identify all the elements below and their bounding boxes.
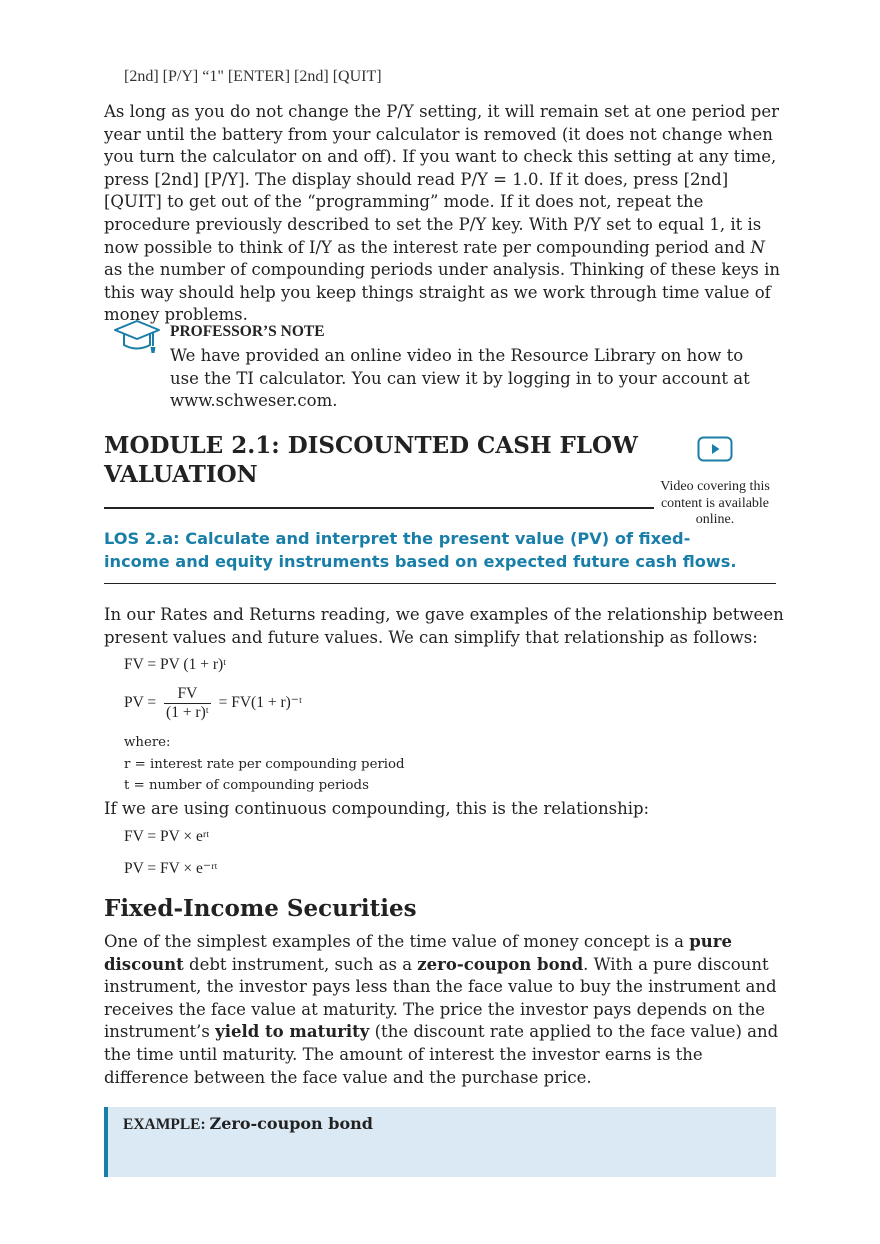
module-divider — [104, 507, 654, 509]
formula-pv-fraction — [164, 685, 211, 722]
los-divider — [104, 583, 776, 584]
formula-future-value: FV = PV (1 + r)ᵗ — [124, 656, 227, 673]
variable-n: N — [750, 237, 765, 257]
professor-note-title: PROFESSOR’S NOTE — [170, 323, 325, 340]
paragraph-text-1: One of the simplest examples of the time value of money concept is a — [104, 932, 690, 951]
video-availability-note: Video covering this content is available online. — [660, 479, 770, 527]
paragraph-pure-discount — [104, 931, 784, 1089]
definition-r: r = interest rate per compounding period — [124, 756, 405, 772]
example-box — [104, 1107, 776, 1177]
paragraph-text-3: . With a pure discount instrument, the investor pays less than the face value to buy the instrument and receives the face value at maturity. The price the investor pays depends on the instrument’s — [104, 954, 777, 1042]
graduation-cap-icon — [112, 318, 162, 358]
formula-definitions — [124, 732, 405, 797]
term-zero-coupon-bond: zero-coupon bond — [417, 954, 584, 974]
formula-pv-numerator: FV — [164, 685, 211, 704]
paragraph-text-4: (the discount rate applied to the face value) and the time until maturity. The amount of interest the investor earns is the difference between the face value and the purchase price. — [104, 1022, 779, 1087]
section-title: Fixed-Income Securities — [104, 895, 417, 922]
formula-pv-denominator: (1 + r)ᵗ — [166, 704, 209, 721]
definition-t: t = number of compounding periods — [124, 778, 369, 793]
example-title: Zero-coupon bond — [209, 1114, 373, 1133]
example-label: EXAMPLE: — [123, 1116, 206, 1133]
paragraph-continuous-compounding: If we are using continuous compounding, this is the relationship: — [104, 799, 650, 818]
example-heading — [123, 1114, 373, 1134]
paragraph-pv-fv-relationship: In our Rates and Returns reading, we gave examples of the relationship between present values and future values. We can simplify that relationship as follows: — [104, 605, 784, 647]
formula-present-value — [124, 685, 302, 722]
paragraph-py-setting-text-end: as the number of compounding periods under analysis. Thinking of these keys in this way should help you keep things straight as we work through time value of money problems. — [104, 260, 781, 325]
module-title: MODULE 2.1: DISCOUNTED CASH FLOW VALUATION — [104, 432, 638, 488]
los-statement: LOS 2.a: Calculate and interpret the present value (PV) of fixed-income and equity instruments based on expected future cash flows. — [104, 529, 737, 571]
where-label: where: — [124, 735, 171, 750]
formula-pv-lhs: PV = — [124, 694, 157, 712]
formula-pv-rhs: = FV(1 + r)⁻ᵗ — [218, 694, 302, 712]
calculator-keys-sequence: [2nd] [P/Y] “1" [ENTER] [2nd] [QUIT] — [124, 68, 382, 85]
paragraph-py-setting — [104, 101, 784, 327]
term-pure-discount: pure discount — [104, 932, 732, 974]
paragraph-py-setting-text: As long as you do not change the P/Y setting, it will remain set at one period per year until the battery from your calculator is removed (it does not change when you turn the calculator on and off). If you want to check this setting at any time, press [2nd] [P/Y]. The display should read P/Y = 1.0. If it does, press [2nd] [QUIT] to get out of the “programming” mode. If it does not, repeat the procedure previously described to set the P/Y key. With P/Y set to equal 1, it is now possible to think of I/Y as the interest rate per compounding period and — [104, 102, 780, 257]
term-yield-to-maturity: yield to maturity — [215, 1022, 370, 1042]
video-play-icon[interactable] — [697, 436, 733, 462]
formula-pv-continuous: PV = FV × e⁻ʳᵗ — [124, 860, 218, 877]
paragraph-text-2: debt instrument, such as a — [183, 954, 418, 974]
formula-fv-continuous: FV = PV × eʳᵗ — [124, 828, 210, 845]
professor-note-text: We have provided an online video in the Resource Library on how to use the TI calculator. You can view it by logging in to your account at www.schweser.com. — [170, 346, 750, 411]
